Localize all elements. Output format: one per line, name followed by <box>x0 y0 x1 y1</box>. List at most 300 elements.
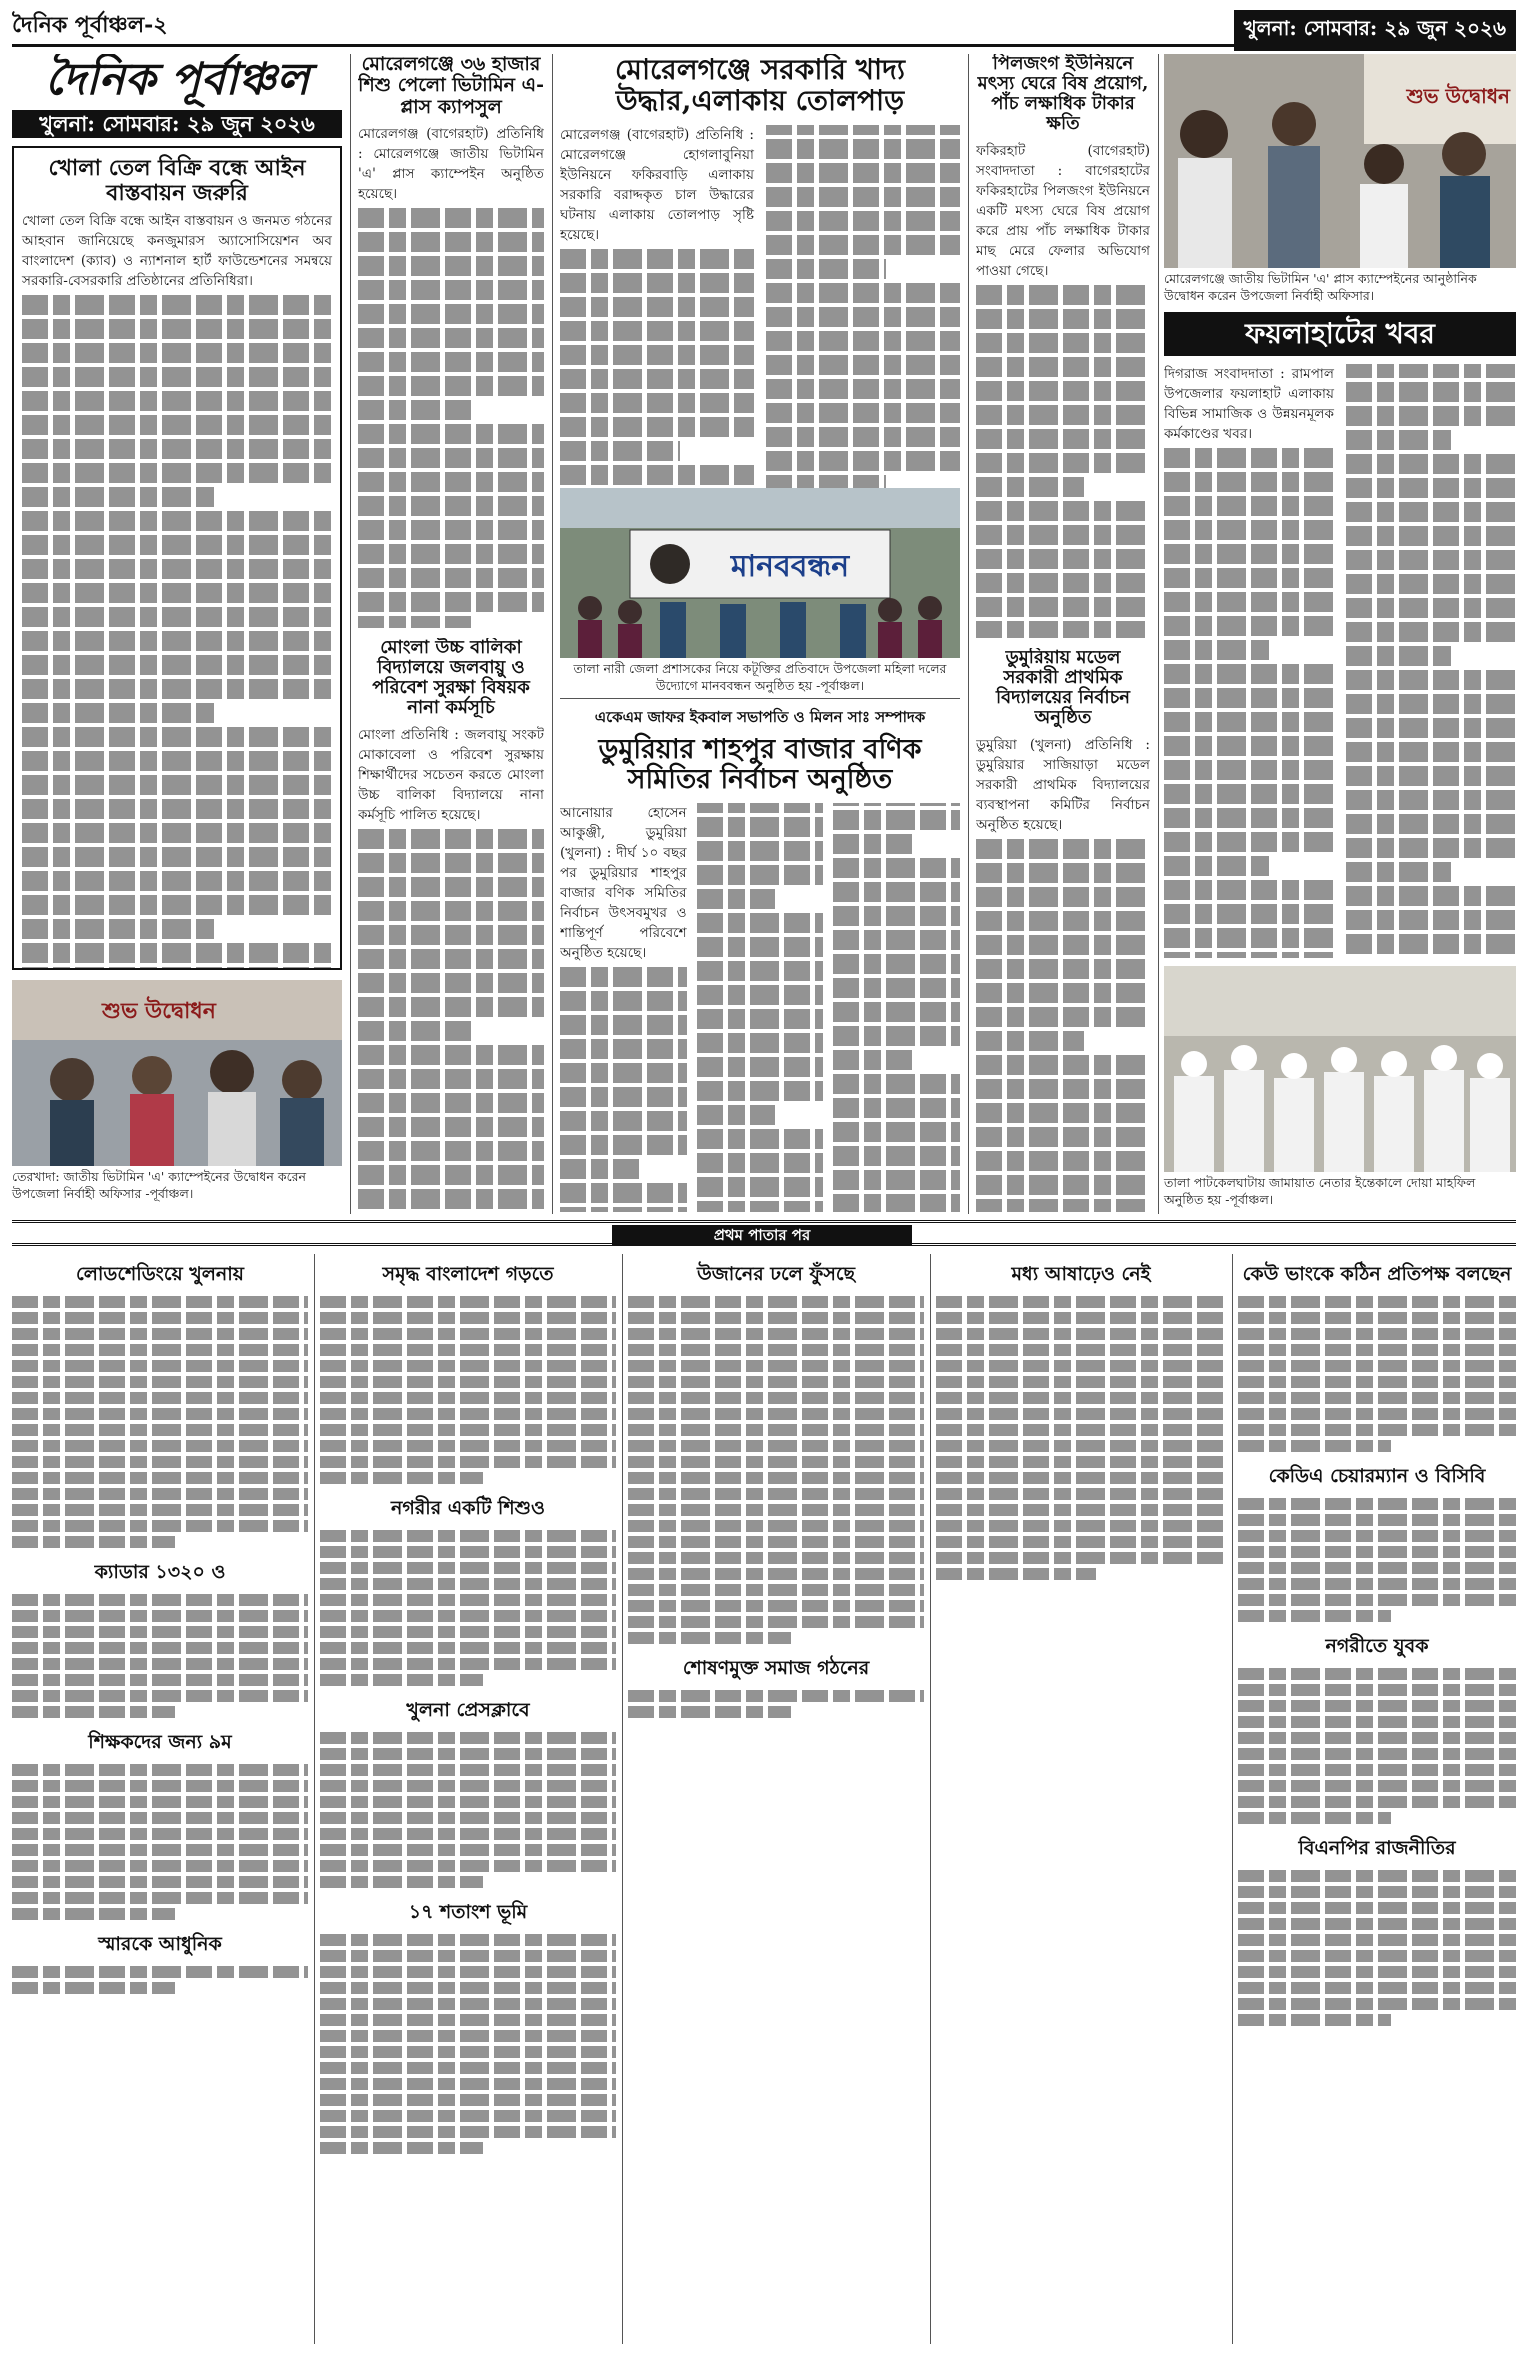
text-line <box>320 1658 616 1670</box>
text-line <box>358 544 544 564</box>
text-line <box>358 232 544 252</box>
text-line <box>320 1312 616 1324</box>
text-line <box>22 295 332 315</box>
text-line <box>1238 1546 1516 1558</box>
text-line <box>833 1146 960 1166</box>
text-line <box>976 357 1150 377</box>
text-line <box>1238 1328 1516 1340</box>
text-line <box>833 1122 960 1142</box>
text-line <box>1346 742 1516 762</box>
text-line <box>1346 526 1516 546</box>
text-line <box>976 477 1084 497</box>
text-line <box>1164 448 1334 468</box>
text-line <box>1164 832 1334 852</box>
text-line <box>358 1141 544 1161</box>
text-line <box>320 1998 616 2010</box>
text-line <box>358 925 544 945</box>
text-line <box>320 1966 616 1978</box>
newspaper-page <box>12 8 1516 2348</box>
school-headline: মোংলা উচ্চ বালিকা বিদ্যালয়ে জলবায়ু ও পরিবেশ সুরক্ষা বিষয়ক নানা কর্মসূচি <box>372 638 530 719</box>
text-line <box>976 959 1150 979</box>
text-line <box>1238 1296 1516 1308</box>
text-line <box>976 501 1150 521</box>
text-line <box>628 1456 924 1468</box>
text-line <box>12 1796 308 1808</box>
text-line <box>320 2142 483 2154</box>
text-line <box>560 249 754 269</box>
column-divider <box>968 54 969 1214</box>
text-line <box>976 285 1150 305</box>
text-line <box>12 1892 308 1904</box>
continued-article-title: কেডিএ চেয়ারম্যান ও বিসিবি <box>1268 1465 1486 1487</box>
text-line <box>833 858 960 878</box>
text-line <box>358 472 544 492</box>
text-line <box>1238 1982 1516 1994</box>
text-line <box>1238 1870 1516 1882</box>
text-line <box>1238 1780 1516 1792</box>
capsule-photo-caption: মোরেলগঞ্জে জাতীয় ভিটামিন 'এ' প্লাস ক্যাম্পেইনের আনুষ্ঠানিক উদ্বোধন করেন উপজেলা নির্বাহী অফিসার। <box>1164 271 1477 303</box>
text-line <box>1238 1610 1391 1622</box>
text-line <box>1164 688 1334 708</box>
opening-banner-text: শুভ উদ্বোধন <box>102 998 216 1024</box>
text-line <box>628 1296 924 1308</box>
continued-column-2 <box>320 1254 616 2344</box>
text-line <box>320 2078 616 2090</box>
text-line <box>358 352 544 372</box>
text-line <box>22 367 332 387</box>
text-line <box>628 1488 924 1500</box>
masthead-dateline: খুলনা: সোমবার: ২৯ জুন ২০২৬ <box>12 110 342 138</box>
masthead-title: দৈনিক পূর্বাঞ্চল <box>44 54 310 105</box>
text-line <box>1238 1812 1391 1824</box>
text-line <box>12 1690 308 1702</box>
text-line <box>1238 1998 1516 2010</box>
text-line <box>358 568 544 588</box>
text-line <box>320 2014 616 2026</box>
text-line <box>976 1103 1150 1123</box>
text-line <box>22 535 332 555</box>
text-line <box>22 727 332 747</box>
continued-column-3 <box>628 1254 924 2344</box>
text-line <box>12 1312 308 1324</box>
column-divider <box>552 54 553 1214</box>
text-line <box>936 1424 1226 1436</box>
continued-article-title: মধ্য আষাঢ়েও নেই <box>1011 1263 1151 1285</box>
section-rule <box>560 698 960 699</box>
food-lead: মোরেলগঞ্জ (বাগেরহাট) প্রতিনিধি : মোরেলগঞ্জে হোগলাবুনিয়া ইউনিয়নে ফকিরবাড়ি এলাকায় সরকারি বরাদ্দকৃত চাল উদ্ধারের ঘটনায় এলাকায় তোলপাড় সৃষ্টি হয়েছে। <box>560 126 754 243</box>
text-line <box>628 1536 924 1548</box>
text-line <box>22 847 332 867</box>
text-line <box>358 973 544 993</box>
text-line <box>12 1860 308 1872</box>
continued-article <box>320 1898 616 2154</box>
text-line <box>833 1002 960 1022</box>
text-line <box>1238 1668 1516 1680</box>
page-header-left: দৈনিক পূর্বাঞ্চল-২ <box>12 12 168 38</box>
text-line <box>976 381 1150 401</box>
text-line <box>976 429 1150 449</box>
text-line <box>628 1504 924 1516</box>
text-line <box>1164 544 1334 564</box>
text-line <box>833 1074 960 1094</box>
text-line <box>976 1031 1084 1051</box>
text-line <box>1238 1716 1516 1728</box>
text-line <box>1238 1700 1516 1712</box>
text-line <box>1346 670 1516 690</box>
text-line <box>628 1472 924 1484</box>
text-line <box>976 911 1150 931</box>
text-line <box>833 810 960 830</box>
school-lead: মোংলা প্রতিনিধি : জলবায়ু সংকট মোকাবেলা ও পরিবেশ সুরক্ষায় শিক্ষার্থীদের সচেতন করতে মোংলা উচ্চ বালিকা বিদ্যালয়ে নানা কর্মসূচি পালিত হয়েছে। <box>358 726 544 823</box>
continued-column-5 <box>1238 1254 1516 2344</box>
text-line <box>22 607 332 627</box>
continued-article <box>12 1930 308 1994</box>
text-line <box>22 751 332 771</box>
text-line <box>976 405 1150 425</box>
continued-article-title: ১৭ শতাংশ ভূমি <box>408 1901 528 1923</box>
fakirhat-lead: দিগরাজ সংবাদদাতা : রামপাল উপজেলার ফয়লাহাট এলাকায় বিভিন্ন সামাজিক ও উন্নয়নমূলক কর্মকাণ্ডের খবর। <box>1164 366 1334 442</box>
text-line <box>358 1117 544 1137</box>
text-line <box>697 985 824 1005</box>
text-line <box>560 1111 687 1131</box>
continued-article <box>12 1260 308 1548</box>
text-line <box>12 1536 175 1548</box>
text-line <box>560 1015 687 1035</box>
text-line <box>560 1183 687 1203</box>
text-line <box>1346 574 1516 594</box>
text-line <box>320 2094 616 2106</box>
text-line <box>1238 1440 1391 1452</box>
text-line <box>560 369 754 389</box>
text-line <box>1164 496 1334 516</box>
text-line <box>976 573 1150 593</box>
text-line <box>697 1177 824 1197</box>
text-line <box>320 1408 616 1420</box>
text-line <box>560 991 687 1011</box>
text-line <box>560 297 754 317</box>
text-line <box>560 273 754 293</box>
continued-article <box>628 1654 924 1718</box>
text-line <box>12 1812 308 1824</box>
text-line <box>936 1440 1226 1452</box>
opening-banner-text: শুভ উদ্বোধন <box>1406 84 1510 108</box>
text-line <box>1164 568 1334 588</box>
continuation-divider <box>12 1220 1516 1246</box>
text-line <box>628 1312 924 1324</box>
text-line <box>1346 430 1451 450</box>
text-line <box>1346 622 1516 642</box>
fakirhat-article <box>1164 364 1516 958</box>
text-line <box>358 304 544 324</box>
editorial-lead: খোলা তেল বিক্রি বন্ধে আইন বাস্তবায়ন ও জনমত গঠনের আহবান জানিয়েছে কনজুমারস অ্যাসোসিয়েশন অব বাংলাদেশ (ক্যাব) ও ন্যাশনাল হার্ট ফাউন্ডেশনের সমন্বয়ে সরকারি-বেসরকারি প্রতিষ্ঠানের প্রতিনিধিরা। <box>22 213 332 290</box>
text-line <box>12 1626 308 1638</box>
text-line <box>358 376 544 396</box>
text-line <box>320 1796 616 1808</box>
text-line <box>1346 934 1516 954</box>
text-line <box>1164 736 1334 756</box>
food-body <box>560 125 960 490</box>
text-line <box>12 1392 308 1404</box>
text-line <box>697 937 824 957</box>
fish-headline: পিলজংগ ইউনিয়নে মৎস্য ঘেরে বিষ প্রয়োগ, পাঁচ লক্ষাধিক টাকার ক্ষতি <box>977 54 1149 135</box>
text-line <box>320 1844 616 1856</box>
text-line <box>976 309 1150 329</box>
text-line <box>22 943 332 963</box>
text-line <box>1238 1312 1516 1324</box>
text-line <box>697 1009 824 1029</box>
text-line <box>1238 1408 1516 1420</box>
text-line <box>560 1087 687 1107</box>
text-line <box>697 1105 776 1125</box>
text-line <box>1238 1344 1516 1356</box>
vitamin-campaign-photo <box>12 980 342 1166</box>
text-line <box>936 1488 1226 1500</box>
primary-lead: ডুমুরিয়া (খুলনা) প্রতিনিধি : ডুমুরিয়ার সাজিয়াড়া মডেল সরকারী প্রাথমিক বিদ্যালয়ের ব্যবস্থাপনা কমিটির নির্বাচন অনুষ্ঠিত হয়েছে। <box>976 736 1150 833</box>
continued-article <box>320 1696 616 1888</box>
text-line <box>628 1344 924 1356</box>
text-line <box>320 1456 616 1468</box>
text-line <box>12 1520 308 1532</box>
text-line <box>320 1296 616 1308</box>
capsule-article <box>358 54 544 628</box>
text-line <box>320 1546 616 1558</box>
text-line <box>766 211 960 231</box>
text-line <box>833 978 960 998</box>
food-headline: মোরেলগঞ্জে সরকারি খাদ্য উদ্ধার,এলাকায় তোলপাড় <box>615 54 905 118</box>
text-line <box>1164 784 1334 804</box>
text-line <box>12 1296 308 1308</box>
text-line <box>1238 1764 1516 1776</box>
text-line <box>22 703 214 723</box>
fish-lead: ফকিরহাট (বাগেরহাট) সংবাদদাতা : বাগেরহাটের ফকিরহাটের পিলজংগ ইউনিয়নে একটি মৎস্য ঘেরে বিষ প্রয়োগ করে প্রায় পাঁচ লক্ষাধিক টাকার মাছ মেরে ফেলার অভিযোগ পাওয়া গেছে। <box>976 142 1150 279</box>
text-line <box>12 1764 308 1776</box>
text-line <box>320 1642 616 1654</box>
text-line <box>936 1520 1226 1532</box>
text-line <box>560 441 680 461</box>
text-line <box>936 1568 1096 1580</box>
text-line <box>320 1860 616 1872</box>
text-line <box>628 1408 924 1420</box>
text-line <box>320 1982 616 1994</box>
text-line <box>976 1175 1150 1195</box>
text-line <box>1238 1578 1516 1590</box>
text-line <box>766 163 960 183</box>
human-chain-photo <box>560 488 960 658</box>
text-line <box>1164 760 1334 780</box>
text-line <box>976 525 1150 545</box>
text-line <box>766 355 960 375</box>
text-line <box>833 1026 960 1046</box>
text-line <box>628 1568 924 1580</box>
text-line <box>320 1828 616 1840</box>
text-line <box>976 1151 1150 1171</box>
text-line <box>1238 1966 1516 1978</box>
text-line <box>320 1610 616 1622</box>
text-line <box>358 853 544 873</box>
text-line <box>976 453 1150 473</box>
text-line <box>766 331 960 351</box>
text-line <box>320 1626 616 1638</box>
text-line <box>976 549 1150 569</box>
text-line <box>976 887 1150 907</box>
column-divider <box>622 1254 623 2344</box>
editorial-headline: খোলা তেল বিক্রি বন্ধে আইন বাস্তবায়ন জরুরি <box>48 155 306 206</box>
text-line <box>12 1376 308 1388</box>
text-line <box>976 1199 1150 1212</box>
text-line <box>1346 646 1451 666</box>
text-line <box>697 1201 824 1212</box>
text-line <box>976 983 1150 1003</box>
text-line <box>1346 886 1516 906</box>
text-line <box>766 403 960 423</box>
text-line <box>976 863 1150 883</box>
text-line <box>320 1812 616 1824</box>
text-line <box>560 1207 687 1212</box>
text-line <box>976 1055 1150 1075</box>
text-line <box>936 1392 1226 1404</box>
continued-article-title: শিক্ষকদের জন্য ৯ম <box>88 1731 232 1753</box>
text-line <box>358 256 544 276</box>
dua-mahfil-photo <box>1164 966 1516 1172</box>
text-line <box>1346 478 1516 498</box>
capsule-headline: মোরেলগঞ্জে ৩৬ হাজার শিশু পেলো ভিটামিন এ-প্লাস ক্যাপসুল <box>358 54 544 118</box>
text-line <box>22 895 332 915</box>
continuation-label: প্রথম পাতার পর <box>612 1225 912 1245</box>
text-line <box>1238 1934 1516 1946</box>
text-line <box>628 1706 791 1718</box>
text-line <box>12 1344 308 1356</box>
continued-article-title: নগরীর একটি শিশুও <box>391 1497 545 1519</box>
text-line <box>358 520 544 540</box>
text-line <box>1238 1902 1516 1914</box>
text-line <box>1346 814 1516 834</box>
text-line <box>1346 502 1516 522</box>
capsule-body-lines <box>358 208 544 628</box>
text-line <box>1164 472 1334 492</box>
continued-article-title: নগরীতে যুবক <box>1325 1635 1429 1657</box>
text-line <box>12 1408 308 1420</box>
text-line <box>12 1610 308 1622</box>
text-line <box>936 1296 1226 1308</box>
text-line <box>1238 2014 1391 2026</box>
text-line <box>976 597 1150 617</box>
text-line <box>833 882 960 902</box>
text-line <box>358 1021 473 1041</box>
text-line <box>766 379 960 399</box>
text-line <box>560 967 687 987</box>
text-line <box>358 1045 544 1065</box>
text-line <box>697 1081 824 1101</box>
text-line <box>833 1050 912 1070</box>
text-line <box>697 889 776 909</box>
text-line <box>320 1440 616 1452</box>
text-line <box>320 1376 616 1388</box>
column-divider <box>350 54 351 1214</box>
text-line <box>12 1828 308 1840</box>
text-line <box>320 2046 616 2058</box>
continued-article-title: কেউ ভাংকে কঠিন প্রতিপক্ষ বলছেন <box>1242 1263 1512 1285</box>
text-line <box>560 1159 639 1179</box>
text-line <box>1346 694 1516 714</box>
masthead <box>12 54 342 140</box>
text-line <box>320 1360 616 1372</box>
text-line <box>320 1950 616 1962</box>
fakirhat-banner: ফয়লাহাটের খবর <box>1164 312 1516 356</box>
text-line <box>628 1328 924 1340</box>
text-line <box>1346 838 1516 858</box>
text-line <box>22 343 332 363</box>
text-line <box>22 631 332 651</box>
editorial-article <box>12 146 342 970</box>
text-line <box>1346 598 1516 618</box>
text-line <box>1238 1376 1516 1388</box>
text-line <box>833 906 960 926</box>
text-line <box>320 1472 483 1484</box>
text-line <box>1164 856 1269 876</box>
text-line <box>976 935 1150 955</box>
text-line <box>22 583 332 603</box>
text-line <box>766 427 960 447</box>
text-line <box>936 1344 1226 1356</box>
text-line <box>628 1424 924 1436</box>
text-line <box>560 417 754 437</box>
text-line <box>358 616 473 628</box>
human-chain-caption: তালা নারী জেলা প্রশাসকের নিয়ে কটূক্তির প্রতিবাদে উপজেলা মহিলা দলের উদ্যোগে মানববন্ধন অনুষ্ঠিত হয় -পূর্বাঞ্চল। <box>573 661 947 693</box>
continued-article <box>1238 1834 1516 2026</box>
text-line <box>697 1153 824 1173</box>
text-line <box>766 259 886 279</box>
text-line <box>12 1982 175 1994</box>
text-line <box>976 333 1150 353</box>
column-divider <box>314 1254 315 2344</box>
continued-article <box>1238 1462 1516 1622</box>
text-line <box>628 1360 924 1372</box>
continued-article-title: খুলনা প্রেসক্লাবে <box>406 1699 530 1721</box>
text-line <box>628 1520 924 1532</box>
text-line <box>1164 592 1334 612</box>
text-line <box>697 961 824 981</box>
text-line <box>12 1674 308 1686</box>
text-line <box>320 1748 616 1760</box>
text-line <box>1164 664 1334 684</box>
text-line <box>320 1764 616 1776</box>
text-line <box>1238 1562 1516 1574</box>
text-line <box>320 2030 616 2042</box>
text-line <box>358 208 544 228</box>
text-line <box>628 1440 924 1452</box>
text-line <box>766 451 960 471</box>
text-line <box>628 1392 924 1404</box>
text-line <box>1238 1392 1516 1404</box>
text-line <box>936 1376 1226 1388</box>
text-line <box>22 919 214 939</box>
text-line <box>358 496 544 516</box>
text-line <box>628 1616 924 1628</box>
continued-article <box>320 1494 616 1686</box>
text-line <box>1164 880 1334 900</box>
text-line <box>697 1057 824 1077</box>
text-line <box>1238 1684 1516 1696</box>
text-line <box>1238 1530 1516 1542</box>
text-line <box>22 391 332 411</box>
text-line <box>320 1876 483 1888</box>
text-line <box>1164 904 1334 924</box>
text-line <box>1164 952 1334 958</box>
fakirhat-body <box>1164 364 1516 958</box>
text-line <box>358 592 544 612</box>
primary-article <box>976 648 1150 1212</box>
text-line <box>1238 1950 1516 1962</box>
